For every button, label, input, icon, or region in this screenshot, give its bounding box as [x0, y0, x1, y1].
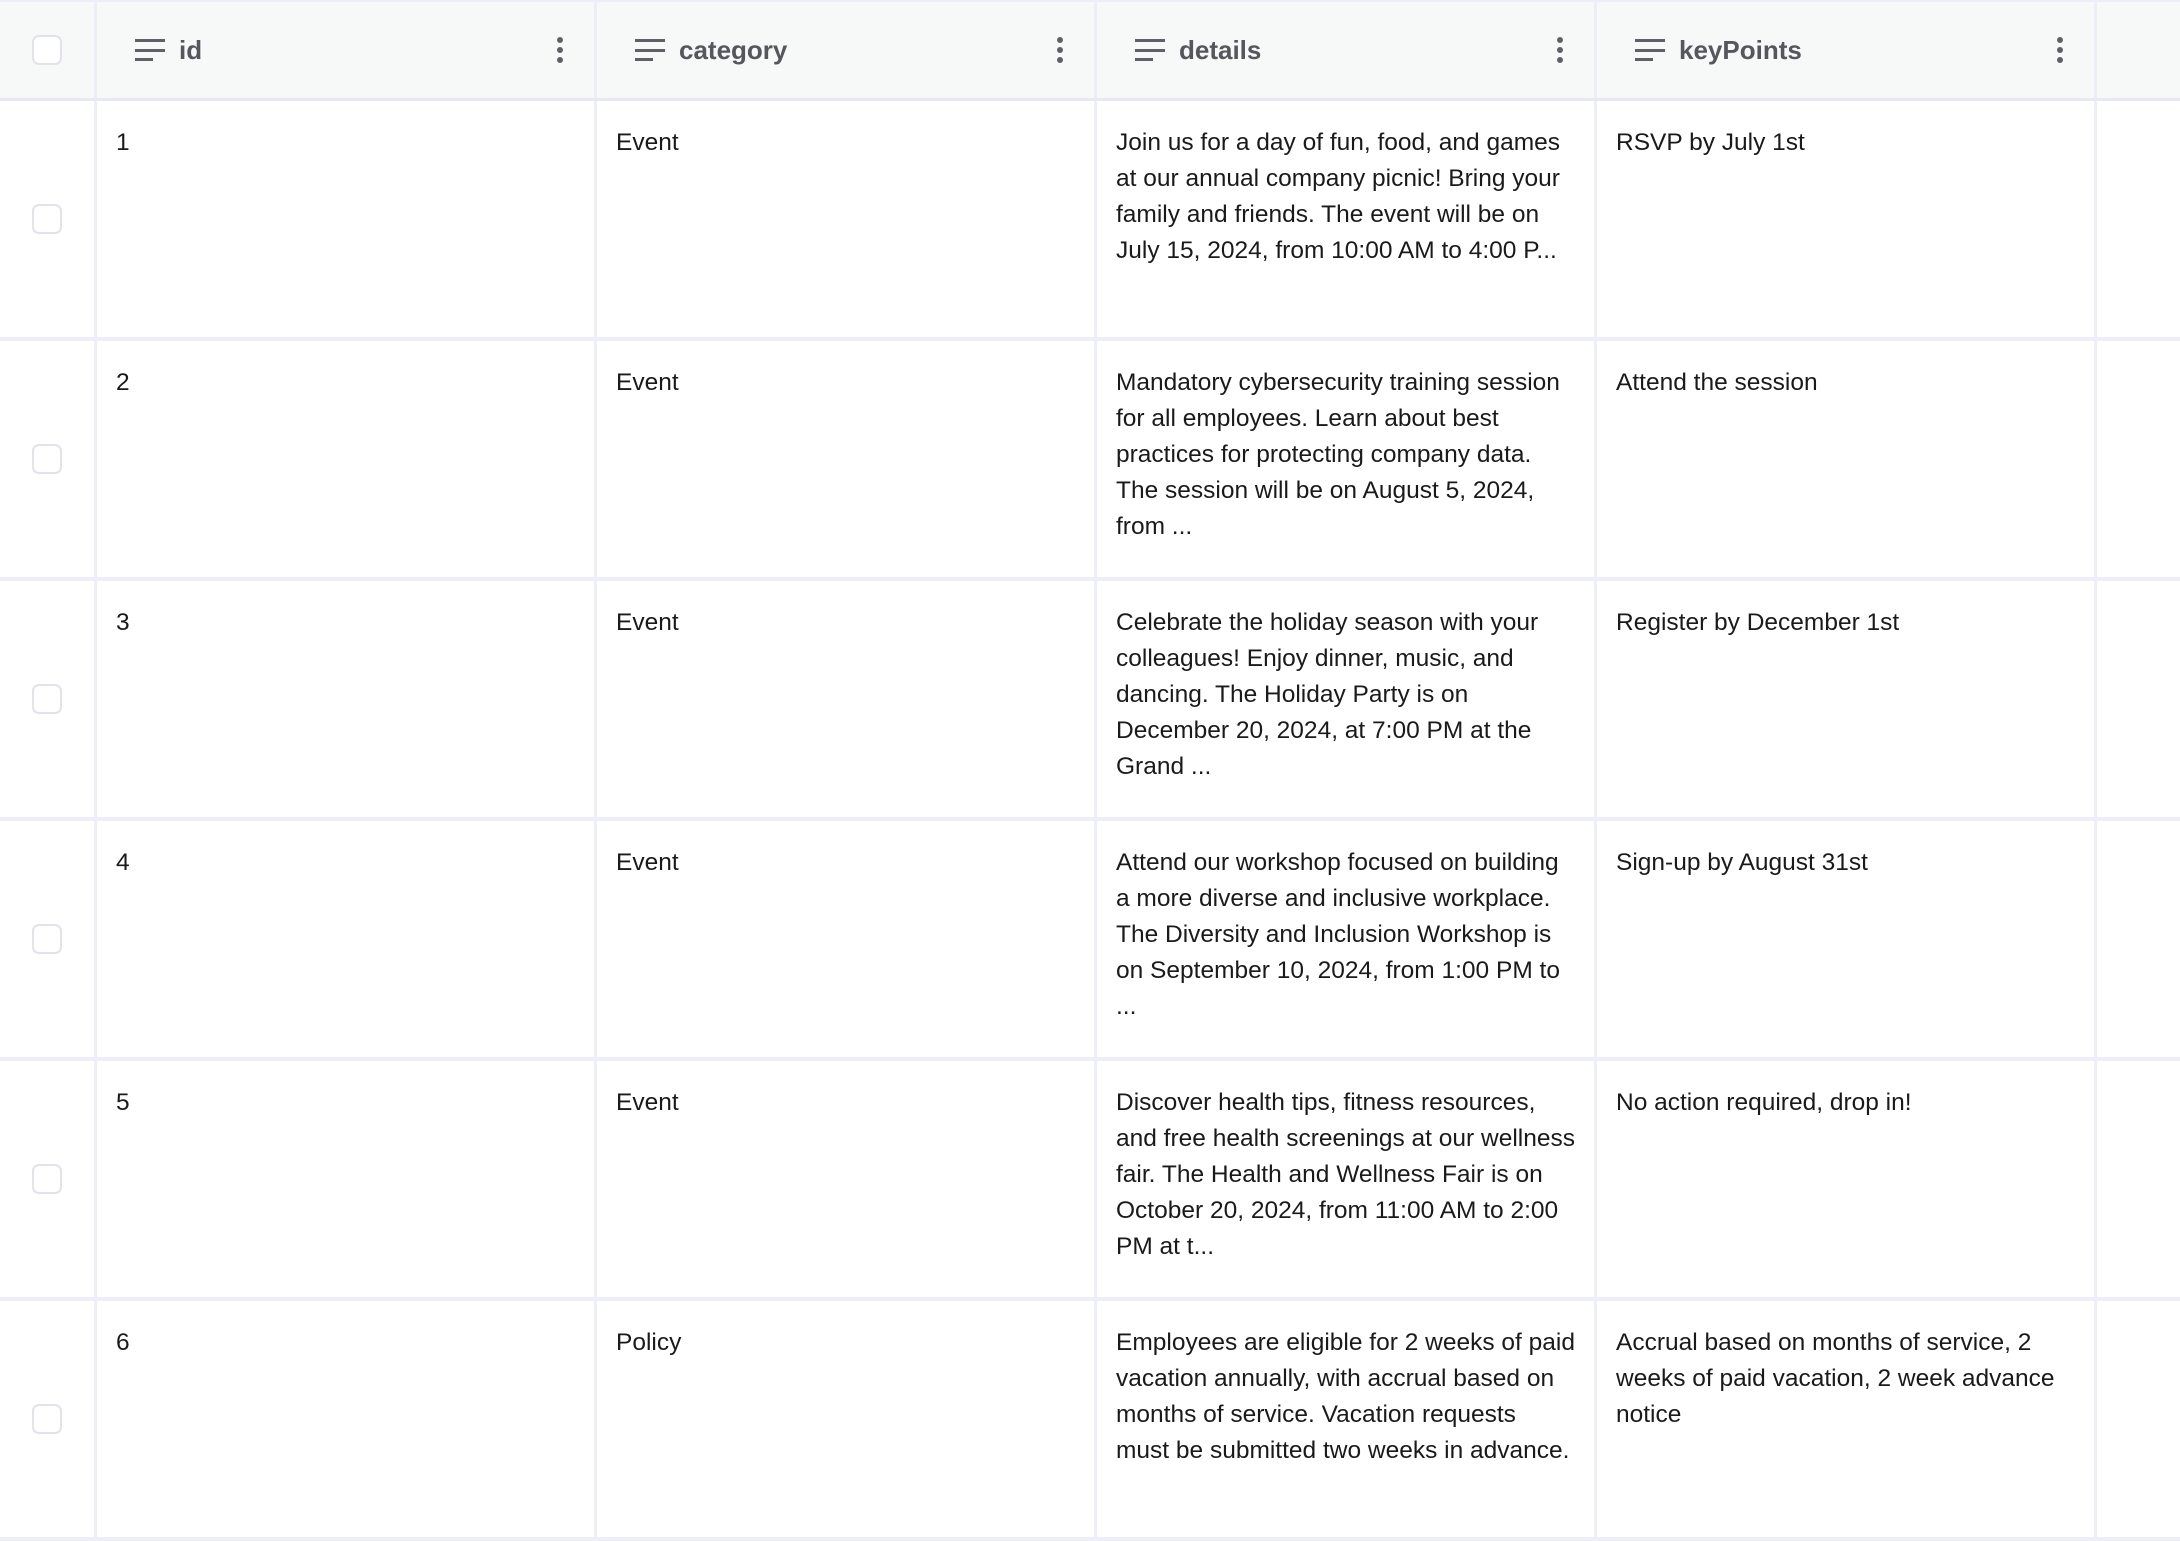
table-row[interactable] — [0, 341, 2180, 581]
cell-id[interactable]: 1 — [97, 101, 597, 337]
row-filler — [2097, 1301, 2180, 1537]
row-filler — [2097, 101, 2180, 337]
sort-lines-icon — [1135, 39, 1165, 61]
column-title: details — [1179, 35, 1262, 65]
cell-details[interactable]: Discover health tips, fitness resources, and free health screenings at our wellness fair. The Health and Wellness Fair is on October 20, 2024, from 11:00 AM to 2:00 PM at t... — [1097, 1061, 1597, 1297]
cell-keypoints[interactable]: Register by December 1st — [1597, 581, 2097, 817]
cell-id[interactable]: 5 — [97, 1061, 597, 1297]
cell-id[interactable]: 4 — [97, 821, 597, 1057]
column-title: id — [179, 35, 203, 65]
cell-details[interactable]: Mandatory cybersecurity training session for all employees. Learn about best practices for protecting company data. The session will be on August 5, 2024, from ... — [1097, 341, 1597, 577]
cell-keypoints[interactable]: RSVP by July 1st — [1597, 101, 2097, 337]
row-select-cell — [0, 1061, 97, 1297]
row-checkbox[interactable] — [32, 1164, 62, 1194]
column-menu-icon[interactable] — [2050, 37, 2070, 63]
column-menu-icon[interactable] — [1050, 37, 1070, 63]
column-menu-icon[interactable] — [1550, 37, 1570, 63]
header-row — [0, 0, 2180, 101]
cell-category[interactable]: Event — [597, 101, 1097, 337]
cell-id[interactable]: 2 — [97, 341, 597, 577]
row-select-cell — [0, 821, 97, 1057]
sort-lines-icon — [135, 39, 165, 61]
row-filler — [2097, 581, 2180, 817]
row-filler — [2097, 1061, 2180, 1297]
sort-lines-icon — [1635, 39, 1665, 61]
select-all-cell — [0, 2, 97, 98]
column-header-keypoints[interactable] — [1597, 2, 2097, 98]
row-select-cell — [0, 581, 97, 817]
table-row[interactable] — [0, 1301, 2180, 1541]
column-header-id[interactable] — [97, 2, 597, 98]
cell-category[interactable]: Event — [597, 581, 1097, 817]
cell-category[interactable]: Event — [597, 1061, 1097, 1297]
column-title: category — [679, 35, 788, 65]
cell-category[interactable]: Policy — [597, 1301, 1097, 1537]
cell-details[interactable]: Celebrate the holiday season with your colleagues! Enjoy dinner, music, and dancing. The Holiday Party is on December 20, 2024, at 7:00 PM at the Grand ... — [1097, 581, 1597, 817]
select-all-checkbox[interactable] — [32, 35, 62, 65]
row-checkbox[interactable] — [32, 924, 62, 954]
cell-category[interactable]: Event — [597, 341, 1097, 577]
column-menu-icon[interactable] — [550, 37, 570, 63]
table-row[interactable] — [0, 821, 2180, 1061]
cell-id[interactable]: 3 — [97, 581, 597, 817]
cell-keypoints[interactable]: No action required, drop in! — [1597, 1061, 2097, 1297]
table-row[interactable] — [0, 581, 2180, 821]
row-select-cell — [0, 1301, 97, 1537]
column-title: keyPoints — [1679, 35, 1802, 65]
row-filler — [2097, 341, 2180, 577]
row-filler — [2097, 821, 2180, 1057]
sort-lines-icon — [635, 39, 665, 61]
table-row[interactable] — [0, 101, 2180, 341]
row-select-cell — [0, 341, 97, 577]
row-checkbox[interactable] — [32, 444, 62, 474]
row-checkbox[interactable] — [32, 1404, 62, 1434]
row-checkbox[interactable] — [32, 204, 62, 234]
cell-category[interactable]: Event — [597, 821, 1097, 1057]
cell-keypoints[interactable]: Sign-up by August 31st — [1597, 821, 2097, 1057]
column-header-category[interactable] — [597, 2, 1097, 98]
cell-details[interactable]: Attend our workshop focused on building a more diverse and inclusive workplace. The Diversity and Inclusion Workshop is on September 10, 2024, from 1:00 PM to ... — [1097, 821, 1597, 1057]
cell-details[interactable]: Join us for a day of fun, food, and games at our annual company picnic! Bring your family and friends. The event will be on July 15, 2024, from 10:00 AM to 4:00 P... — [1097, 101, 1597, 337]
column-header-details[interactable] — [1097, 2, 1597, 98]
cell-keypoints[interactable]: Attend the session — [1597, 341, 2097, 577]
table-row[interactable] — [0, 1061, 2180, 1301]
cell-id[interactable]: 6 — [97, 1301, 597, 1537]
cell-keypoints[interactable]: Accrual based on months of service, 2 weeks of paid vacation, 2 week advance notice — [1597, 1301, 2097, 1537]
row-select-cell — [0, 101, 97, 337]
row-checkbox[interactable] — [32, 684, 62, 714]
cell-details[interactable]: Employees are eligible for 2 weeks of paid vacation annually, with accrual based on months of service. Vacation requests must be submitted two weeks in advance. — [1097, 1301, 1597, 1537]
header-filler — [2097, 2, 2180, 98]
